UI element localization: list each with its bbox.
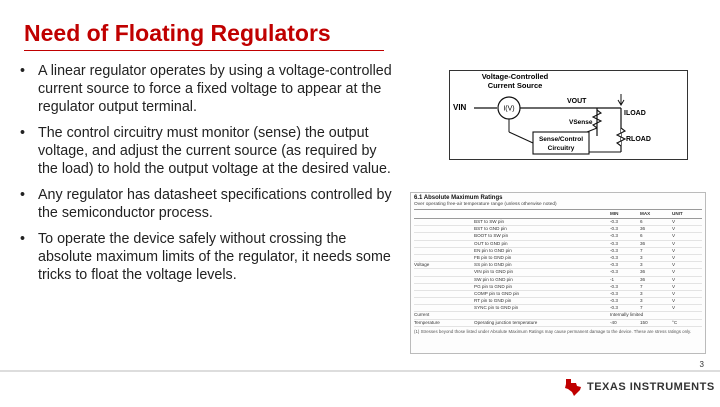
cell-min: -0.3 — [610, 233, 618, 239]
current-value: Internally limited — [610, 312, 644, 318]
bullet-item — [20, 62, 392, 116]
table-row — [414, 277, 702, 284]
cell-min: -0.3 — [610, 254, 618, 260]
cell-param: SS pin to GND pin — [474, 262, 512, 268]
table-row — [414, 226, 702, 233]
title-underline — [24, 50, 384, 51]
cell-unit: V — [672, 290, 676, 296]
control-label-1: Sense/Control — [538, 136, 584, 143]
cell-unit: V — [672, 219, 676, 224]
texas-state-icon — [563, 377, 583, 397]
temp-label: Temperature — [414, 319, 440, 325]
cell-max: 7 — [640, 305, 643, 311]
source-label-2: Current Source — [487, 81, 543, 90]
page-number: 3 — [699, 360, 704, 369]
cell-min: -0.3 — [610, 269, 618, 275]
table-row — [414, 312, 702, 319]
bullet-dot: • — [20, 187, 26, 203]
bullet-list — [20, 62, 392, 292]
cell-param: COMP pin to GND pin — [474, 290, 520, 296]
table-row — [414, 233, 702, 240]
table-row — [414, 219, 702, 226]
cell-unit: V — [672, 254, 676, 260]
cell-unit: V — [672, 240, 676, 246]
cell-unit: V — [672, 233, 676, 239]
bullet-text: Any regulator has datasheet specifications controlled by the semiconductor process. — [38, 187, 392, 221]
cell-unit: V — [672, 226, 676, 232]
cell-max: 3 — [640, 290, 643, 296]
current-symbol: I(V) — [503, 105, 515, 113]
voltage-label: Voltage — [414, 262, 430, 268]
bullet-dot: • — [20, 231, 26, 247]
cell-unit: V — [672, 276, 676, 282]
temp-param: Operating junction temperature — [474, 319, 538, 325]
bullet-text: The control circuitry must monitor (sense) the output voltage, and adjust the current source (as required by the load) to hold the output voltage at the desired value. — [38, 125, 391, 177]
cell-param: SW pin to GND pin — [474, 276, 513, 282]
cell-unit: V — [672, 269, 676, 275]
bullet-dot: • — [20, 63, 26, 79]
cell-min: -0.3 — [610, 283, 618, 289]
slide-title: Need of Floating Regulators — [24, 20, 331, 46]
cell-min: -0.3 — [610, 305, 618, 311]
bullet-item — [20, 186, 392, 222]
cell-unit: V — [672, 305, 676, 311]
table-row — [414, 291, 702, 298]
cell-unit: V — [672, 298, 676, 304]
table-row — [414, 262, 702, 269]
regulator-diagram — [449, 70, 688, 160]
cell-max: 3 — [640, 298, 643, 304]
cell-unit: V — [672, 247, 676, 253]
cell-max: 3 — [640, 262, 643, 268]
cell-max: 36 — [640, 240, 646, 246]
cell-param: FB pin to GND pin — [474, 254, 512, 260]
table-row — [414, 305, 702, 312]
bullet-text: To operate the device safely without crossing the absolute maximum limits of the regulator, it needs some tricks to float the voltage levels. — [38, 231, 391, 283]
cell-param: BST to GND pin — [474, 226, 507, 232]
control-label-2: Circuitry — [547, 145, 575, 152]
cell-min: -0.3 — [610, 226, 618, 232]
table-row — [414, 298, 702, 305]
brand-name: TEXAS INSTRUMENTS — [587, 381, 715, 393]
cell-min: -0.3 — [610, 298, 618, 304]
cell-min: -0.3 — [610, 240, 618, 246]
cell-max: 36 — [640, 276, 646, 282]
table-row — [414, 320, 702, 327]
vin-label: VIN — [453, 103, 467, 112]
col-min: MIN — [610, 211, 619, 216]
bullet-item — [20, 124, 392, 178]
table-row — [414, 255, 702, 262]
col-max: MAX — [640, 211, 651, 216]
cell-max: 6 — [640, 233, 643, 239]
cell-min: -0.3 — [610, 290, 618, 296]
table-row — [414, 248, 702, 255]
cell-param: OUT to GND pin — [474, 240, 508, 246]
table-header-row — [414, 209, 702, 219]
source-label-1: Voltage-Controlled — [481, 72, 549, 81]
cell-param: PG pin to GND pin — [474, 283, 513, 289]
table-subheading: Over operating free-air temperature range (unless otherwise noted) — [414, 202, 557, 207]
cell-param: SYNC pin to GND pin — [474, 305, 519, 311]
table-body — [411, 219, 705, 312]
cell-max: 7 — [640, 247, 643, 253]
col-unit: UNIT — [672, 211, 683, 216]
rload-label: RLOAD — [626, 136, 651, 143]
cell-param: BOOT to SW pin — [474, 233, 509, 239]
cell-param: VIN pin to GND pin — [474, 269, 514, 275]
cell-max: 36 — [640, 269, 646, 275]
table-row — [414, 241, 702, 248]
cell-param: BST to SW pin — [474, 219, 505, 224]
cell-unit: V — [672, 262, 676, 268]
temp-max: 150 — [640, 319, 648, 325]
cell-min: -1 — [610, 276, 615, 282]
temp-min: -40 — [610, 319, 617, 325]
cell-min: -0.3 — [610, 247, 618, 253]
current-label: Current — [414, 312, 430, 318]
vout-label: VOUT — [567, 98, 587, 105]
cell-max: 7 — [640, 283, 643, 289]
table-row — [414, 284, 702, 291]
cell-max: 6 — [640, 219, 643, 224]
vsense-label: VSense — [569, 119, 593, 126]
table-row — [414, 269, 702, 276]
bullet-item — [20, 230, 392, 284]
temp-unit: °C — [672, 319, 678, 325]
bullet-text: A linear regulator operates by using a voltage-controlled current source to force a fixed voltage to appear at the regulator output terminal. — [38, 63, 392, 115]
table-footnote: (1) Stresses beyond those listed under Absolute Maximum Ratings may cause permanent damage to the device. These are stress ratings only. — [414, 328, 692, 334]
cell-param: EN pin to GND pin — [474, 247, 512, 253]
cell-unit: V — [672, 283, 676, 289]
cell-max: 3 — [640, 254, 643, 260]
table-heading: 6.1 Absolute Maximum Ratings — [414, 195, 503, 201]
cell-max: 36 — [640, 226, 646, 232]
cell-min: -0.3 — [610, 219, 618, 224]
cell-min: -0.3 — [610, 262, 618, 268]
iload-label: ILOAD — [624, 110, 646, 117]
cell-param: RT pin to GND pin — [474, 298, 512, 304]
datasheet-table — [410, 192, 706, 354]
bullet-dot: • — [20, 125, 26, 141]
